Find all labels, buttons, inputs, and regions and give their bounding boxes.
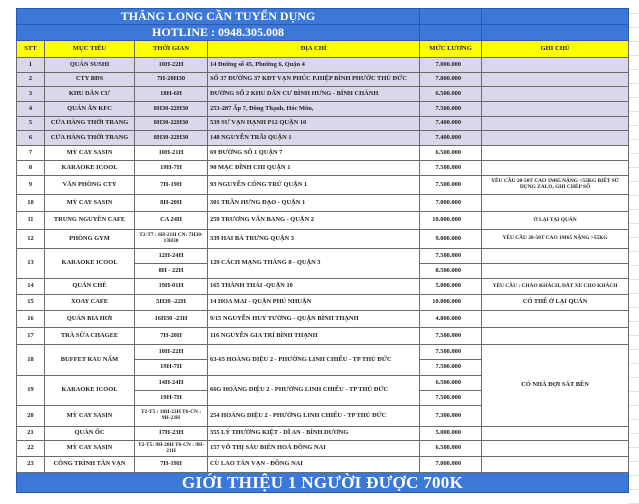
job-cell: MỲ CAY SASIN	[45, 406, 135, 427]
time-cell: 19H-01H	[135, 279, 208, 295]
address-cell: 14 HOA MAI - QUẬN PHÚ NHUẬN	[208, 295, 420, 311]
address-cell: 165 THÀNH THÁI -QUẬN 10	[208, 279, 420, 295]
job-cell: MỲ CAY SASIN	[45, 195, 135, 212]
table-row	[17, 131, 629, 146]
time-cell: 19H-7H	[135, 161, 208, 176]
salary-cell: 6.500.000	[420, 87, 482, 102]
address-cell: 116 NGUYỄN GIA TRÍ BÌNH THẠNH	[208, 328, 420, 345]
salary-cell: 7.500.000	[420, 328, 482, 345]
job-cell: BUFFET RAU NẤM	[45, 345, 135, 376]
job-cell: QUÁN BIA HƠI	[45, 311, 135, 328]
salary-cell: 5.000.000	[420, 427, 482, 441]
table-row	[17, 117, 629, 131]
address-cell: 539 SƯ VẠN HẠNH P12 QUẬN 10	[208, 117, 420, 131]
note-cell: Ở LẠI TẠI QUÁN	[482, 212, 629, 230]
time-cell: T2-T5: 9H-20H T6-CN : 9H-21H	[135, 441, 208, 457]
note-cell: YÊU CẦU 20-50T CAO 1M65 NẶNG >55KG BIẾT SỬ DỤNG ZALO, GHI CHÉP SỔ	[482, 176, 629, 195]
stt-cell: 15	[17, 295, 45, 311]
stt-cell: 8	[17, 161, 45, 176]
time-cell: 7H-20H	[135, 328, 208, 345]
note-cell	[482, 87, 629, 102]
salary-cell: 6.500.000	[420, 376, 482, 391]
time-cell: 8H30-22H30	[135, 131, 208, 146]
note-cell	[482, 441, 629, 457]
col-header-muc-tieu: MỤC TIÊU	[45, 41, 135, 58]
col-header-thoi-gian: THỜI GIAN	[135, 41, 208, 58]
address-cell: CÙ LAO TÂN VẠN - ĐỒNG NAI	[208, 457, 420, 473]
time-cell: 19H-7H	[135, 391, 208, 406]
job-cell: QUÁN ỐC	[45, 427, 135, 441]
time-cell: 8H-20H	[135, 195, 208, 212]
stt-cell: 5	[17, 117, 45, 131]
stt-cell: 14	[17, 279, 45, 295]
salary-cell: 7.400.000	[420, 131, 482, 146]
job-cell: CỬA HÀNG THỜI TRANG	[45, 131, 135, 146]
stt-cell: 10	[17, 195, 45, 212]
address-cell: 259 TRƯƠNG VĂN BANG - QUẬN 2	[208, 212, 420, 230]
table-row	[17, 441, 629, 457]
note-cell	[482, 457, 629, 473]
time-cell: 7H-19H	[135, 176, 208, 195]
table-row	[17, 457, 629, 473]
note-cell	[482, 249, 629, 264]
note-cell	[482, 131, 629, 146]
job-cell: PHÒNG GYM	[45, 230, 135, 249]
table-row	[17, 212, 629, 230]
stt-cell: 1	[17, 58, 45, 73]
address-cell: 93 NGUYỄN CÔNG TRỨ QUẬN 1	[208, 176, 420, 195]
stt-cell: 9	[17, 176, 45, 195]
salary-cell: 7.500.000	[420, 345, 482, 360]
job-cell: KARAOKE ICOOL	[45, 376, 135, 406]
note-cell	[482, 117, 629, 131]
table-row	[17, 58, 629, 73]
stt-cell: 17	[17, 328, 45, 345]
address-cell: 129 CÁCH MẠNG THÁNG 8 - QUẬN 3	[208, 249, 420, 279]
time-cell: 12H-24H	[135, 249, 208, 264]
job-cell: QUÁN CHÈ	[45, 279, 135, 295]
referral-banner: GIỚI THIỆU 1 NGƯỜI ĐƯỢC 700K	[17, 473, 629, 493]
salary-cell: 6.500.000	[420, 441, 482, 457]
address-cell: 254 HOÀNG DIỆU 2 - PHƯỜNG LINH CHIỂU - TP THỦ ĐỨC	[208, 406, 420, 427]
note-cell	[482, 58, 629, 73]
page-title: THĂNG LONG CẦN TUYỂN DỤNG	[17, 9, 420, 25]
salary-cell: 7.000.000	[420, 195, 482, 212]
salary-cell: 7.500.000	[420, 249, 482, 264]
stt-cell: 16	[17, 311, 45, 328]
salary-cell: 10.000.000	[420, 212, 482, 230]
stt-cell: 19	[17, 376, 45, 406]
note-cell	[482, 146, 629, 161]
stt-cell: 3	[17, 87, 45, 102]
salary-cell: 5.000.000	[420, 279, 482, 295]
note-cell: CÓ NHÀ ĐỢI SÁT BÊN	[482, 345, 629, 427]
col-header-ghi-chu: GHI CHÚ	[482, 41, 629, 58]
salary-cell: 9.000.000	[420, 230, 482, 249]
stt-cell: 20	[17, 406, 45, 427]
note-cell: YÊU CẦU 20-50T CAO 1M65 NẶNG >55KG	[482, 230, 629, 249]
time-cell: 18H-6H	[135, 87, 208, 102]
job-cell: KARAOKE ICOOL	[45, 161, 135, 176]
time-cell: 10H-21H	[135, 146, 208, 161]
address-cell: 66G HOÀNG DIỆU 2 - PHƯỜNG LINH CHIỂU - TP THỦ ĐỨC	[208, 376, 420, 406]
title-blank-cell	[420, 9, 482, 25]
time-cell: 19H-7H	[135, 360, 208, 376]
job-cell: TRÀ SỮA CHAGEE	[45, 328, 135, 345]
title-blank-cell	[482, 25, 629, 41]
job-cell: TRUNG NGUYÊN CAFE	[45, 212, 135, 230]
table-row	[17, 176, 629, 195]
time-cell: T2-T7 : 6H-21H CN: 7H30-13H30	[135, 230, 208, 249]
table-row	[17, 345, 629, 360]
salary-cell: 8.500.000	[420, 264, 482, 279]
salary-cell: 7.000.000	[420, 58, 482, 73]
time-cell: 14H-24H	[135, 376, 208, 391]
recruitment-sheet	[16, 8, 628, 493]
address-cell: 253-287 Ấp 7, Đông Thạnh, Hóc Môn,	[208, 102, 420, 117]
salary-cell: 7.500.000	[420, 360, 482, 376]
job-cell: MỲ CAY SASIN	[45, 441, 135, 457]
stt-cell: 18	[17, 345, 45, 376]
col-header-muc-luong: MỨC LƯƠNG	[420, 41, 482, 58]
time-cell: 8H30-22H30	[135, 102, 208, 117]
time-cell: CA 24H	[135, 212, 208, 230]
address-cell: 90 MẠC ĐĨNH CHI QUẬN 1	[208, 161, 420, 176]
address-cell: ĐƯỜNG SỐ 2 KHU DÂN CƯ BÌNH HƯNG - BÌNH CHÁNH	[208, 87, 420, 102]
salary-cell: 7.500.000	[420, 391, 482, 406]
note-cell	[482, 102, 629, 117]
job-cell: VĂN PHÒNG CTY	[45, 176, 135, 195]
table-row	[17, 230, 629, 249]
hotline: HOTLINE : 0948.305.008	[17, 25, 420, 41]
table-row	[17, 295, 629, 311]
address-cell: 14 Đường số 45, Phường 6, Quận 4	[208, 58, 420, 73]
address-cell: 69 ĐƯỜNG SỐ 1 QUẬN 7	[208, 146, 420, 161]
stt-cell: 12	[17, 230, 45, 249]
time-cell: 17H-23H	[135, 427, 208, 441]
note-cell	[482, 195, 629, 212]
table-row	[17, 161, 629, 176]
address-cell: 157 VÕ THỊ SÁU BIÊN HOÀ ĐỒNG NAI	[208, 441, 420, 457]
job-cell: QUÁN ĂN KFC	[45, 102, 135, 117]
stt-cell: 2	[17, 73, 45, 87]
table-row	[17, 102, 629, 117]
table-row	[17, 195, 629, 212]
spreadsheet-grid-edge	[628, 0, 639, 504]
col-header-stt: STT	[17, 41, 45, 58]
salary-cell: 7.500.000	[420, 102, 482, 117]
stt-cell: 7	[17, 146, 45, 161]
stt-cell: 6	[17, 131, 45, 146]
table-row	[17, 73, 629, 87]
note-cell	[482, 161, 629, 176]
time-cell: 10H-22H	[135, 58, 208, 73]
stt-cell: 13	[17, 249, 45, 279]
stt-cell: 21	[17, 427, 45, 441]
time-cell: 8H - 22H	[135, 264, 208, 279]
note-cell	[482, 73, 629, 87]
table-row	[17, 146, 629, 161]
address-cell: 148 NGUYỄN TRÃI QUẬN 1	[208, 131, 420, 146]
job-cell: CTY BĐS	[45, 73, 135, 87]
note-cell: CÓ THỂ Ở LẠI QUÁN	[482, 295, 629, 311]
note-cell: YÊU CẦU : CHÀO KHÁCH, DẮT XE CHO KHÁCH	[482, 279, 629, 295]
table-row	[17, 249, 629, 264]
table-row	[17, 427, 629, 441]
note-cell	[482, 427, 629, 441]
job-cell: KARAOKE ICOOL	[45, 249, 135, 279]
table-row	[17, 279, 629, 295]
table-row	[17, 87, 629, 102]
table-row	[17, 328, 629, 345]
job-cell: MỲ CAY SASIN	[45, 146, 135, 161]
address-cell: 301 TRẦN HƯNG ĐẠO - QUẬN 1	[208, 195, 420, 212]
address-cell: 63-65 HOÀNG DIỆU 2 - PHƯỜNG LINH CHIỂU - TP THỦ ĐỨC	[208, 345, 420, 376]
title-blank-cell	[482, 9, 629, 25]
job-table	[16, 8, 629, 493]
time-cell: 16H30 -23H	[135, 311, 208, 328]
salary-cell: 10.000.000	[420, 295, 482, 311]
stt-cell: 11	[17, 212, 45, 230]
table-row	[17, 311, 629, 328]
address-cell: 355 LÝ THƯỜNG KIỆT - DĨ AN - BÌNH DƯƠNG	[208, 427, 420, 441]
salary-cell: 7.400.000	[420, 117, 482, 131]
salary-cell: 7.500.000	[420, 161, 482, 176]
salary-cell: 7.300.000	[420, 406, 482, 427]
time-cell: 8H30-22H30	[135, 117, 208, 131]
time-cell: 5H30 -22H	[135, 295, 208, 311]
job-cell: CÔNG TRÌNH TÂN VẠN	[45, 457, 135, 473]
job-cell: XOAY CAFE	[45, 295, 135, 311]
stt-cell: 22	[17, 441, 45, 457]
salary-cell: 6.500.000	[420, 146, 482, 161]
col-header-dia-chi: ĐỊA CHỈ	[208, 41, 420, 58]
note-cell	[482, 328, 629, 345]
address-cell: 9/15 NGUYỄN HUY TƯỞNG - QUẬN BÌNH THẠNH	[208, 311, 420, 328]
salary-cell: 7.800.000	[420, 73, 482, 87]
job-cell: KHU DÂN CƯ	[45, 87, 135, 102]
time-cell: 7H-20H30	[135, 73, 208, 87]
stt-cell: 4	[17, 102, 45, 117]
note-cell	[482, 264, 629, 279]
time-cell: 10H-22H	[135, 345, 208, 360]
time-cell: 7H-19H	[135, 457, 208, 473]
note-cell	[482, 311, 629, 328]
job-cell: QUÁN SUSHI	[45, 58, 135, 73]
time-cell: T2-T5 : 10H-23H T6-CN : 9H-23H	[135, 406, 208, 427]
address-cell: 339 HAI BÀ TRƯNG QUẬN 3	[208, 230, 420, 249]
salary-cell: 7.000.000	[420, 457, 482, 473]
title-blank-cell	[420, 25, 482, 41]
stt-cell: 23	[17, 457, 45, 473]
salary-cell: 7.500.000	[420, 176, 482, 195]
job-cell: CỬA HÀNG THỜI TRANG	[45, 117, 135, 131]
salary-cell: 4.800.000	[420, 311, 482, 328]
address-cell: SỐ 37 ĐƯỜNG 37 KĐT VẠN PHÚC P.HIỆP BÌNH PHƯỚC THỦ ĐỨC	[208, 73, 420, 87]
